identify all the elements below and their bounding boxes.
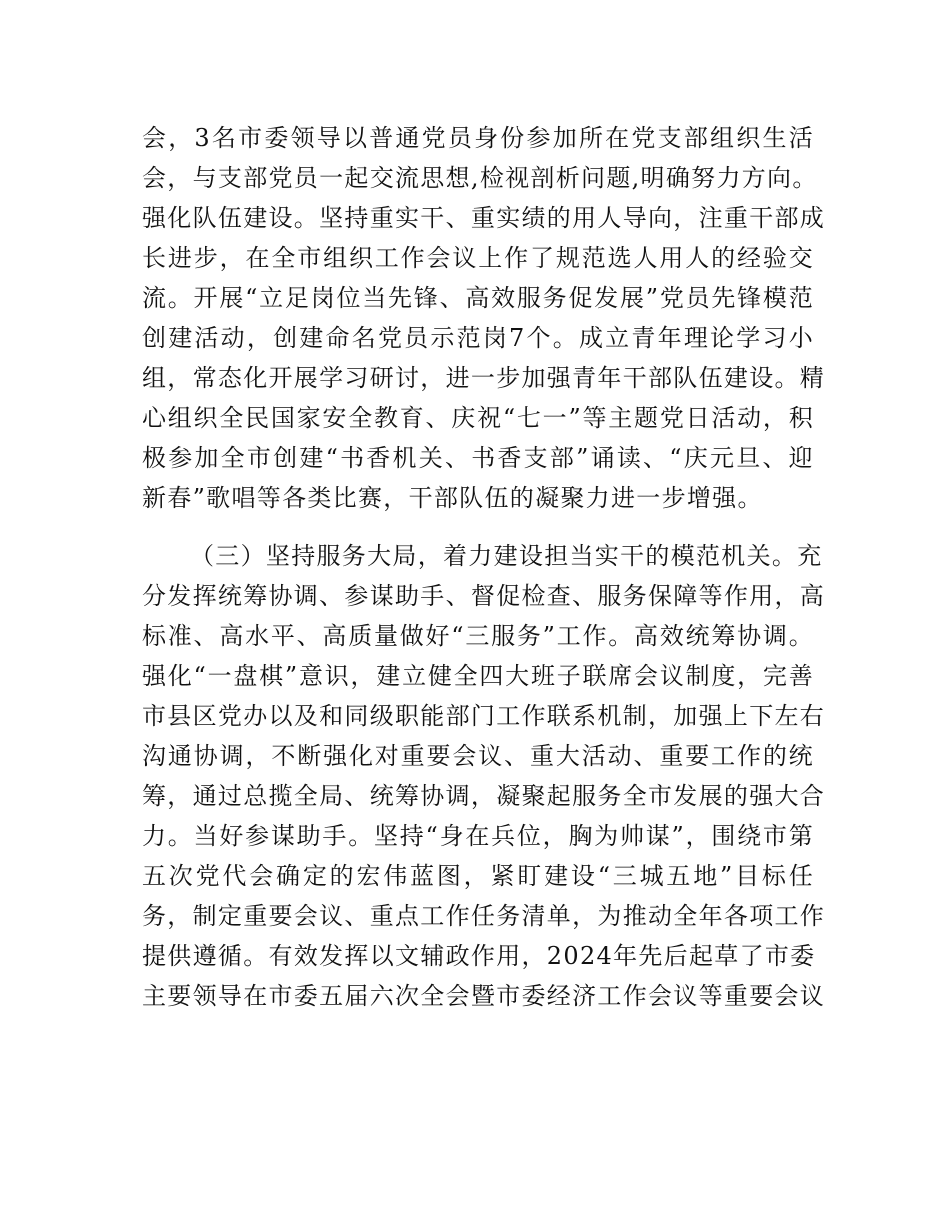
text-line: 流。开展“立足岗位当先锋、高效服务促发展”党员先锋模范 (142, 284, 814, 312)
text-line: 提供遵循。有效发挥以文辅政作用，2024年先后起草了市委 (142, 942, 816, 970)
text-line: 会，与支部党员一起交流思想,检视剖析问题,明确努力方向。 (142, 164, 818, 192)
paragraph-2 (142, 536, 826, 1016)
text-line: 会，3名市委领导以普通党员身份参加所在党支部组织生活 (142, 124, 814, 152)
paragraph-1 (142, 118, 826, 518)
text-line: 沟通协调，不断强化对重要会议、重大活动、重要工作的统 (142, 742, 814, 770)
text-line: 创建活动，创建命名党员示范岗7个。成立青年理论学习小 (142, 324, 814, 352)
text-line: 心组织全民国家安全教育、庆祝“七一”等主题党日活动，积 (142, 404, 814, 432)
text-line: 务，制定重要会议、重点工作任务清单，为推动全年各项工作 (142, 902, 826, 930)
text-line: 市县区党办以及和同级职能部门工作联系机制，加强上下左右 (142, 702, 826, 730)
text-line: 长进步，在全市组织工作会议上作了规范选人用人的经验交 (142, 244, 814, 272)
text-line: 筹，通过总揽全局、统筹协调，凝聚起服务全市发展的强大合 (142, 782, 826, 810)
text-line: 极参加全市创建“书香机关、书香支部”诵读、“庆元旦、迎 (142, 444, 814, 472)
text-line: 分发挥统筹协调、参谋助手、督促检查、服务保障等作用，高 (142, 582, 826, 610)
text-line: 标准、高水平、高质量做好“三服务”工作。高效统筹协调。 (142, 622, 814, 650)
text-line: 力。当好参谋助手。坚持“身在兵位，胸为帅谋”，围绕市第 (142, 822, 814, 850)
document-body (142, 118, 826, 1016)
section-heading-line: （三）坚持服务大局，着力建设担当实干的模范机关。充 (190, 542, 823, 570)
text-line: 强化“一盘棋”意识，建立健全四大班子联席会议制度，完善 (142, 662, 814, 690)
text-line: 新春”歌唱等各类比赛，干部队伍的凝聚力进一步增强。 (142, 484, 763, 512)
text-line: 五次党代会确定的宏伟蓝图，紧盯建设“三城五地”目标任 (142, 862, 814, 890)
paragraph-gap (142, 518, 814, 536)
text-line: 强化队伍建设。坚持重实干、重实绩的用人导向，注重干部成 (142, 204, 826, 232)
text-line: 组，常态化开展学习研讨，进一步加强青年干部队伍建设。精 (142, 364, 826, 392)
text-line: 主要领导在市委五届六次全会暨市委经济工作会议等重要会议 (142, 982, 826, 1010)
